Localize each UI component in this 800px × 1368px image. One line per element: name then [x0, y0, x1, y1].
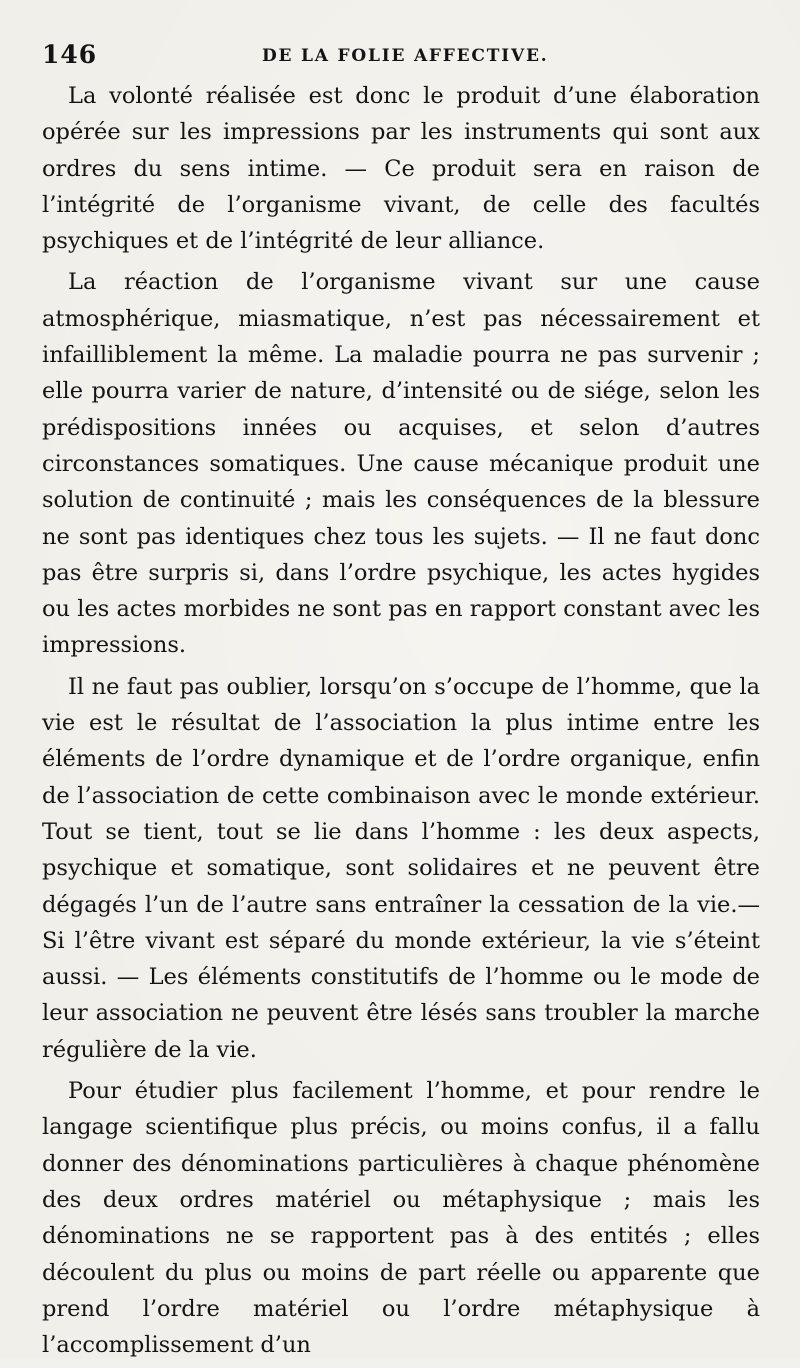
paragraph-3: Il ne faut pas oublier, lorsqu’on s’occupe de l’homme, que la vie est le résultat de l’association la plus intime entre les éléments de l’ordre dynamique et de l’ordre organique, enfin de l’association de cette combinaison avec le monde extérieur. Tout se tient, tout se lie dans l’homme : les deux aspects, psychique et somatique, sont solidaires et ne peuvent être dégagés l’un de l’autre sans entraîner la cessation de la vie.— Si l’être vivant est séparé du monde extérieur, la vie s’éteint aussi. — Les éléments constitutifs de l’homme ou le mode de leur association ne peuvent être lésés sans troubler la marche régulière de la vie. — [42, 673, 760, 1063]
running-title: DE LA FOLIE AFFECTIVE. — [262, 46, 549, 66]
paragraph-2: La réaction de l’organisme vivant sur une cause atmosphérique, miasmatique, n’est pas nécessairement et infailliblement la même. La maladie pourra ne pas survenir ; elle pourra varier de nature, d’intensité ou de siége, selon les prédispositions innées ou acquises, et selon d’autres circonstances somatiques. Une cause mécanique produit une solution de continuité ; mais les conséquences de la blessure ne sont pas identiques chez tous les sujets. — Il ne faut donc pas être surpris si, dans l’ordre psychique, les actes hygides ou les actes morbides ne sont pas en rapport constant avec les impressions. — [42, 269, 760, 659]
paragraph-1: La volonté réalisée est donc le produit d’une élaboration opérée sur les impressions par les instruments qui sont aux ordres du sens intime. — Ce produit sera en raison de l’intégrité de l’organisme vivant, de celle des facultés psychiques et de l’intégrité de leur alliance. — [42, 83, 760, 255]
body-text — [42, 78, 760, 1368]
paragraph-4: Pour étudier plus facilement l’homme, et pour rendre le langage scientifique plus précis, ou moins confus, il a fallu donner des dénominations particulières à chaque phénomène des deux ordres matériel ou métaphysique ; mais les dénominations ne se rapportent pas à des entités ; elles découlent du plus ou moins de part réelle ou apparente que prend l’ordre matériel ou l’ordre métaphysique à l’accomplissement d’un — [42, 1078, 760, 1359]
page-header — [42, 40, 762, 80]
page-number: 146 — [42, 40, 98, 69]
